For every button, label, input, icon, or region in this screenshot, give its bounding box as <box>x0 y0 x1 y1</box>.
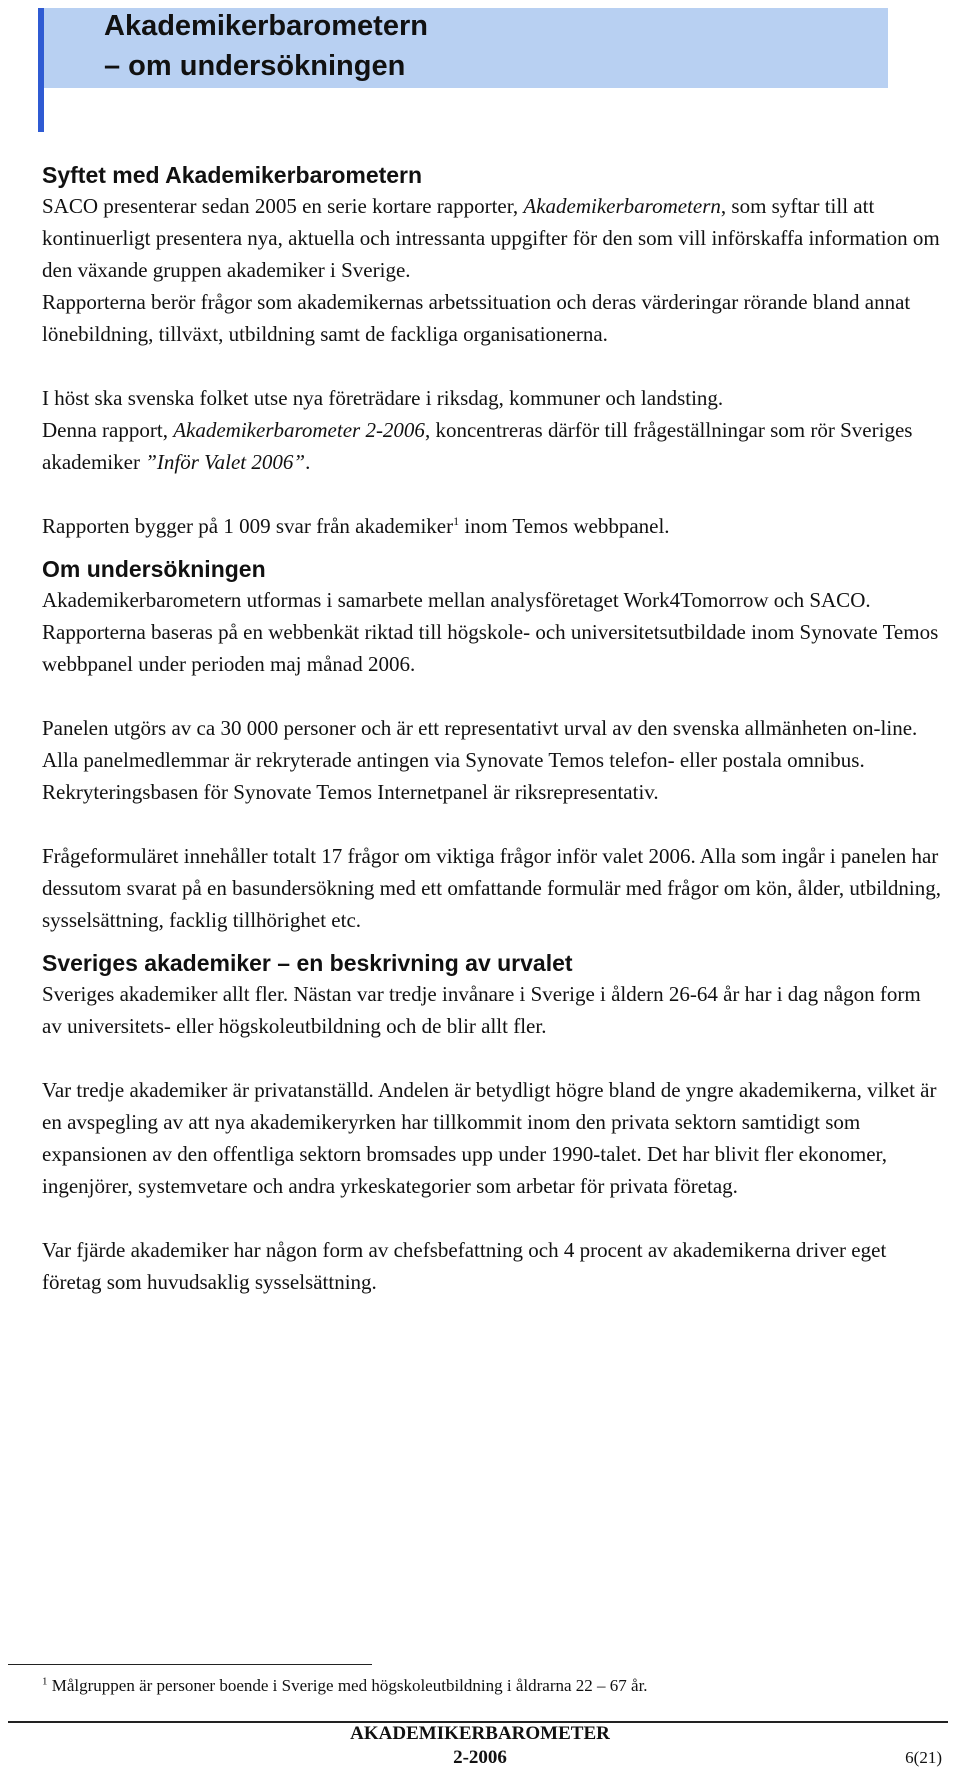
text-run: SACO presenterar sedan 2005 en serie kortare rapporter, <box>42 194 524 218</box>
footnote-text: Målgruppen är personer boende i Sverige med högskoleutbildning i åldrarna 22 – 67 år. <box>47 1676 648 1695</box>
footnote-marker: 1 <box>42 1675 48 1688</box>
page-number: 6(21) <box>905 1748 942 1767</box>
page-title <box>104 6 428 86</box>
paragraph-growth: Sveriges akademiker allt fler. Nästan var tredje invånare i Sverige i åldern 26-64 år har i dag någon form av universitets- eller högskoleutbildning och de blir allt fler. <box>42 982 921 1038</box>
section-om <box>42 554 942 936</box>
text-run: Denna rapport, <box>42 418 174 442</box>
paragraph-managers: Var fjärde akademiker har någon form av chefsbefattning och 4 procent av akademikerna driver eget företag som huvudsaklig sysselsättning. <box>42 1238 887 1294</box>
emphasis-text: ”Inför Valet 2006” <box>145 450 306 474</box>
text-run: . <box>305 450 311 474</box>
text-run: Rapporten bygger på 1 009 svar från akademiker <box>42 514 454 538</box>
paragraph-questionnaire: Frågeformuläret innehåller totalt 17 frågor om viktiga frågor inför valet 2006. Alla som ingår i panelen har dessutom svarat på en basundersökning med ett omfattande formulär med frågor om kön, ålder, utbildning, sysselsättning, facklig tillhörighet etc. <box>42 844 942 932</box>
paragraph-collaboration: Akademikerbarometern utformas i samarbete mellan analysföretaget Work4Tomorrow och SACO. Rapporterna baseras på en webbenkät riktad till högskole- och universitetsutbildade inom Synovate Temos webbpanel under perioden maj månad 2006. <box>42 588 939 676</box>
paragraph-intro <box>42 190 942 286</box>
page-title-line1: Akademikerbarometern <box>104 10 428 42</box>
footnote-ref[interactable]: 1 <box>453 514 460 528</box>
paragraph-panel: Panelen utgörs av ca 30 000 personer och är ett representativt urval av den svenska allmänheten on-line. Alla panelmedlemmar är rekryterade antingen via Synovate Temos telefon- eller postala omnibus. Rekryteringsbasen för Synovate Temos Internetpanel är riksrepresentativ. <box>42 716 918 804</box>
section-heading-syftet: Syftet med Akademikerbarometern <box>42 162 423 188</box>
banner-accent-bar <box>38 8 44 132</box>
text-run: , som syftar till att kontinuerligt presentera nya, aktuella och intressanta uppgifter för den som vill införskaffa information om den växande gruppen akademiker i Sverige. <box>42 194 940 282</box>
text-run: , koncentreras därför till frågeställningar som rör Sveriges akademiker <box>42 418 913 474</box>
footer-issue: 2-2006 <box>453 1747 507 1768</box>
footnote <box>42 1674 648 1698</box>
document-body <box>42 160 942 1298</box>
paragraph-responses <box>42 510 942 542</box>
emphasis-text: Akademikerbarometer 2-2006 <box>173 418 425 442</box>
section-heading-sveriges: Sveriges akademiker – en beskrivning av urvalet <box>42 950 573 976</box>
section-sveriges <box>42 948 942 1298</box>
paragraph-report <box>42 414 942 478</box>
text-run: inom Temos webbpanel. <box>459 514 670 538</box>
page-title-line2: – om undersökningen <box>104 50 406 82</box>
paragraph-election: I höst ska svenska folket utse nya företrädare i riksdag, kommuner och landsting. <box>42 386 724 410</box>
emphasis-text: Akademikerbarometern <box>523 194 721 218</box>
section-heading-om: Om undersökningen <box>42 556 266 582</box>
footnote-separator <box>8 1664 372 1665</box>
paragraph-private: Var tredje akademiker är privatanställd. Andelen är betydligt högre bland de yngre akademikerna, vilket är en avspegling av att nya akademikeryrken har tillkommit inom den privata sektorn samtidigt som expansionen av den offentliga sektorn bromsades upp under 1990-talet. Det har blivit fler ekonomer, ingenjörer, systemvetare och andra yrkeskategorier som arbetar för privata företag. <box>42 1078 937 1198</box>
paragraph-topics: Rapporterna berör frågor som akademikernas arbetssituation och deras värderingar rörande bland annat lönebildning, tillväxt, utbildning samt de fackliga organisationerna. <box>42 290 911 346</box>
section-syftet <box>42 160 942 542</box>
footer-brand: AKADEMIKERBAROMETER <box>350 1723 610 1744</box>
